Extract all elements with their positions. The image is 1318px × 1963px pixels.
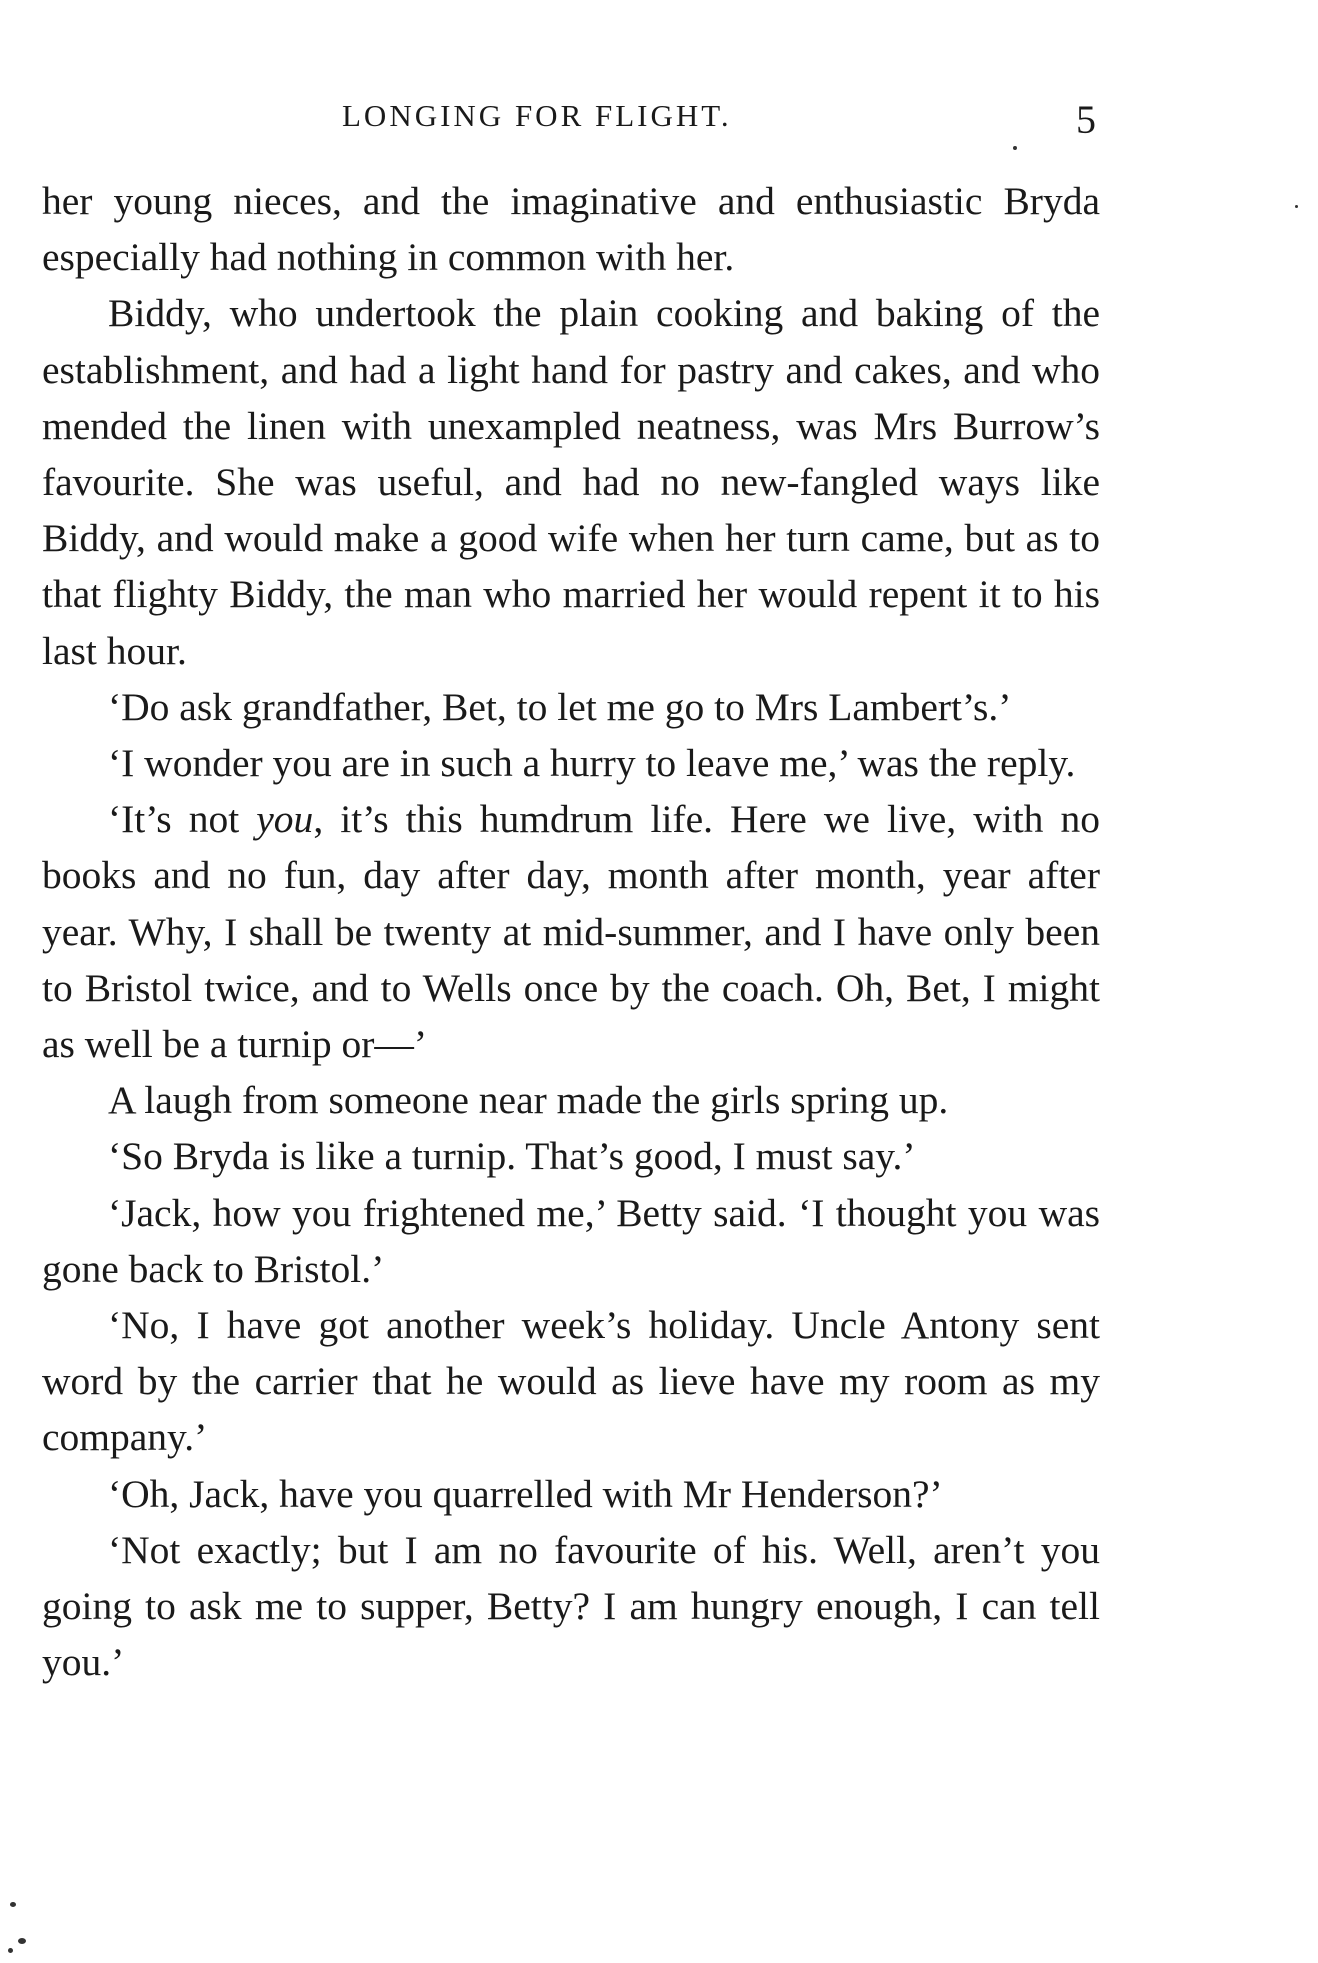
paragraph: ‘So Bryda is like a turnip. That’s good, I must say.’ [108,1134,916,1179]
emphasis-text: you [256,797,314,842]
scan-speck [1295,205,1298,208]
paragraph: her young nieces, and the imaginative and enthusiastic Bryda especially had nothing in common with her. [42,179,1100,280]
paragraph: ‘Jack, how you frightened me,’ Betty said. ‘I thought you was gone back to Bristol.’ [42,1190,1100,1291]
paragraph: Biddy, who undertook the plain cooking and baking of the establishment, and had a light hand for pastry and cakes, and who mended the linen with unexampled neatness, was Mrs Burrow’s favourite. She was useful, and had no new-fangled ways like Biddy, and would make a good wife when her turn came, but as to that flighty Biddy, the man who married her would repent it to his last hour. [42,291,1100,673]
paragraph-text: ‘It’s not [108,797,257,842]
scan-speck [10,1902,16,1907]
page-number: 5 [1076,97,1096,142]
paragraph: ‘Not exactly; but I am no favourite of his. Well, aren’t you going to ask me to supper, Betty? I am hungry enough, I can tell you.’ [42,1527,1100,1685]
paragraph: A laugh from someone near made the girls spring up. [108,1078,949,1123]
scan-speck [1013,146,1017,150]
paragraph: ‘Do ask grandfather, Bet, to let me go to Mrs Lambert’s.’ [108,684,1012,729]
running-title: LONGING FOR FLIGHT. [342,98,732,133]
paragraph-text: , it’s this humdrum life. Here we live, with no books and no fun, day after day, month after month, year after year. Why, I shall be twenty at mid-summer, and I have only been to Bristol twice, and to Wells once by the coach. Oh, Bet, I might as well be a turnip or—’ [42,797,1100,1067]
scan-speck [18,1938,26,1944]
body-text [42,173,1100,1690]
running-head [0,97,1318,142]
scan-speck [8,1948,13,1953]
paragraph: ‘No, I have got another week’s holiday. Uncle Antony sent word by the carrier that he would as lieve have my room as my company.’ [42,1303,1100,1460]
paragraph: ‘Oh, Jack, have you quarrelled with Mr Henderson?’ [108,1471,943,1516]
paragraph [42,791,1100,1072]
paragraph: ‘I wonder you are in such a hurry to leave me,’ was the reply. [108,741,1076,786]
